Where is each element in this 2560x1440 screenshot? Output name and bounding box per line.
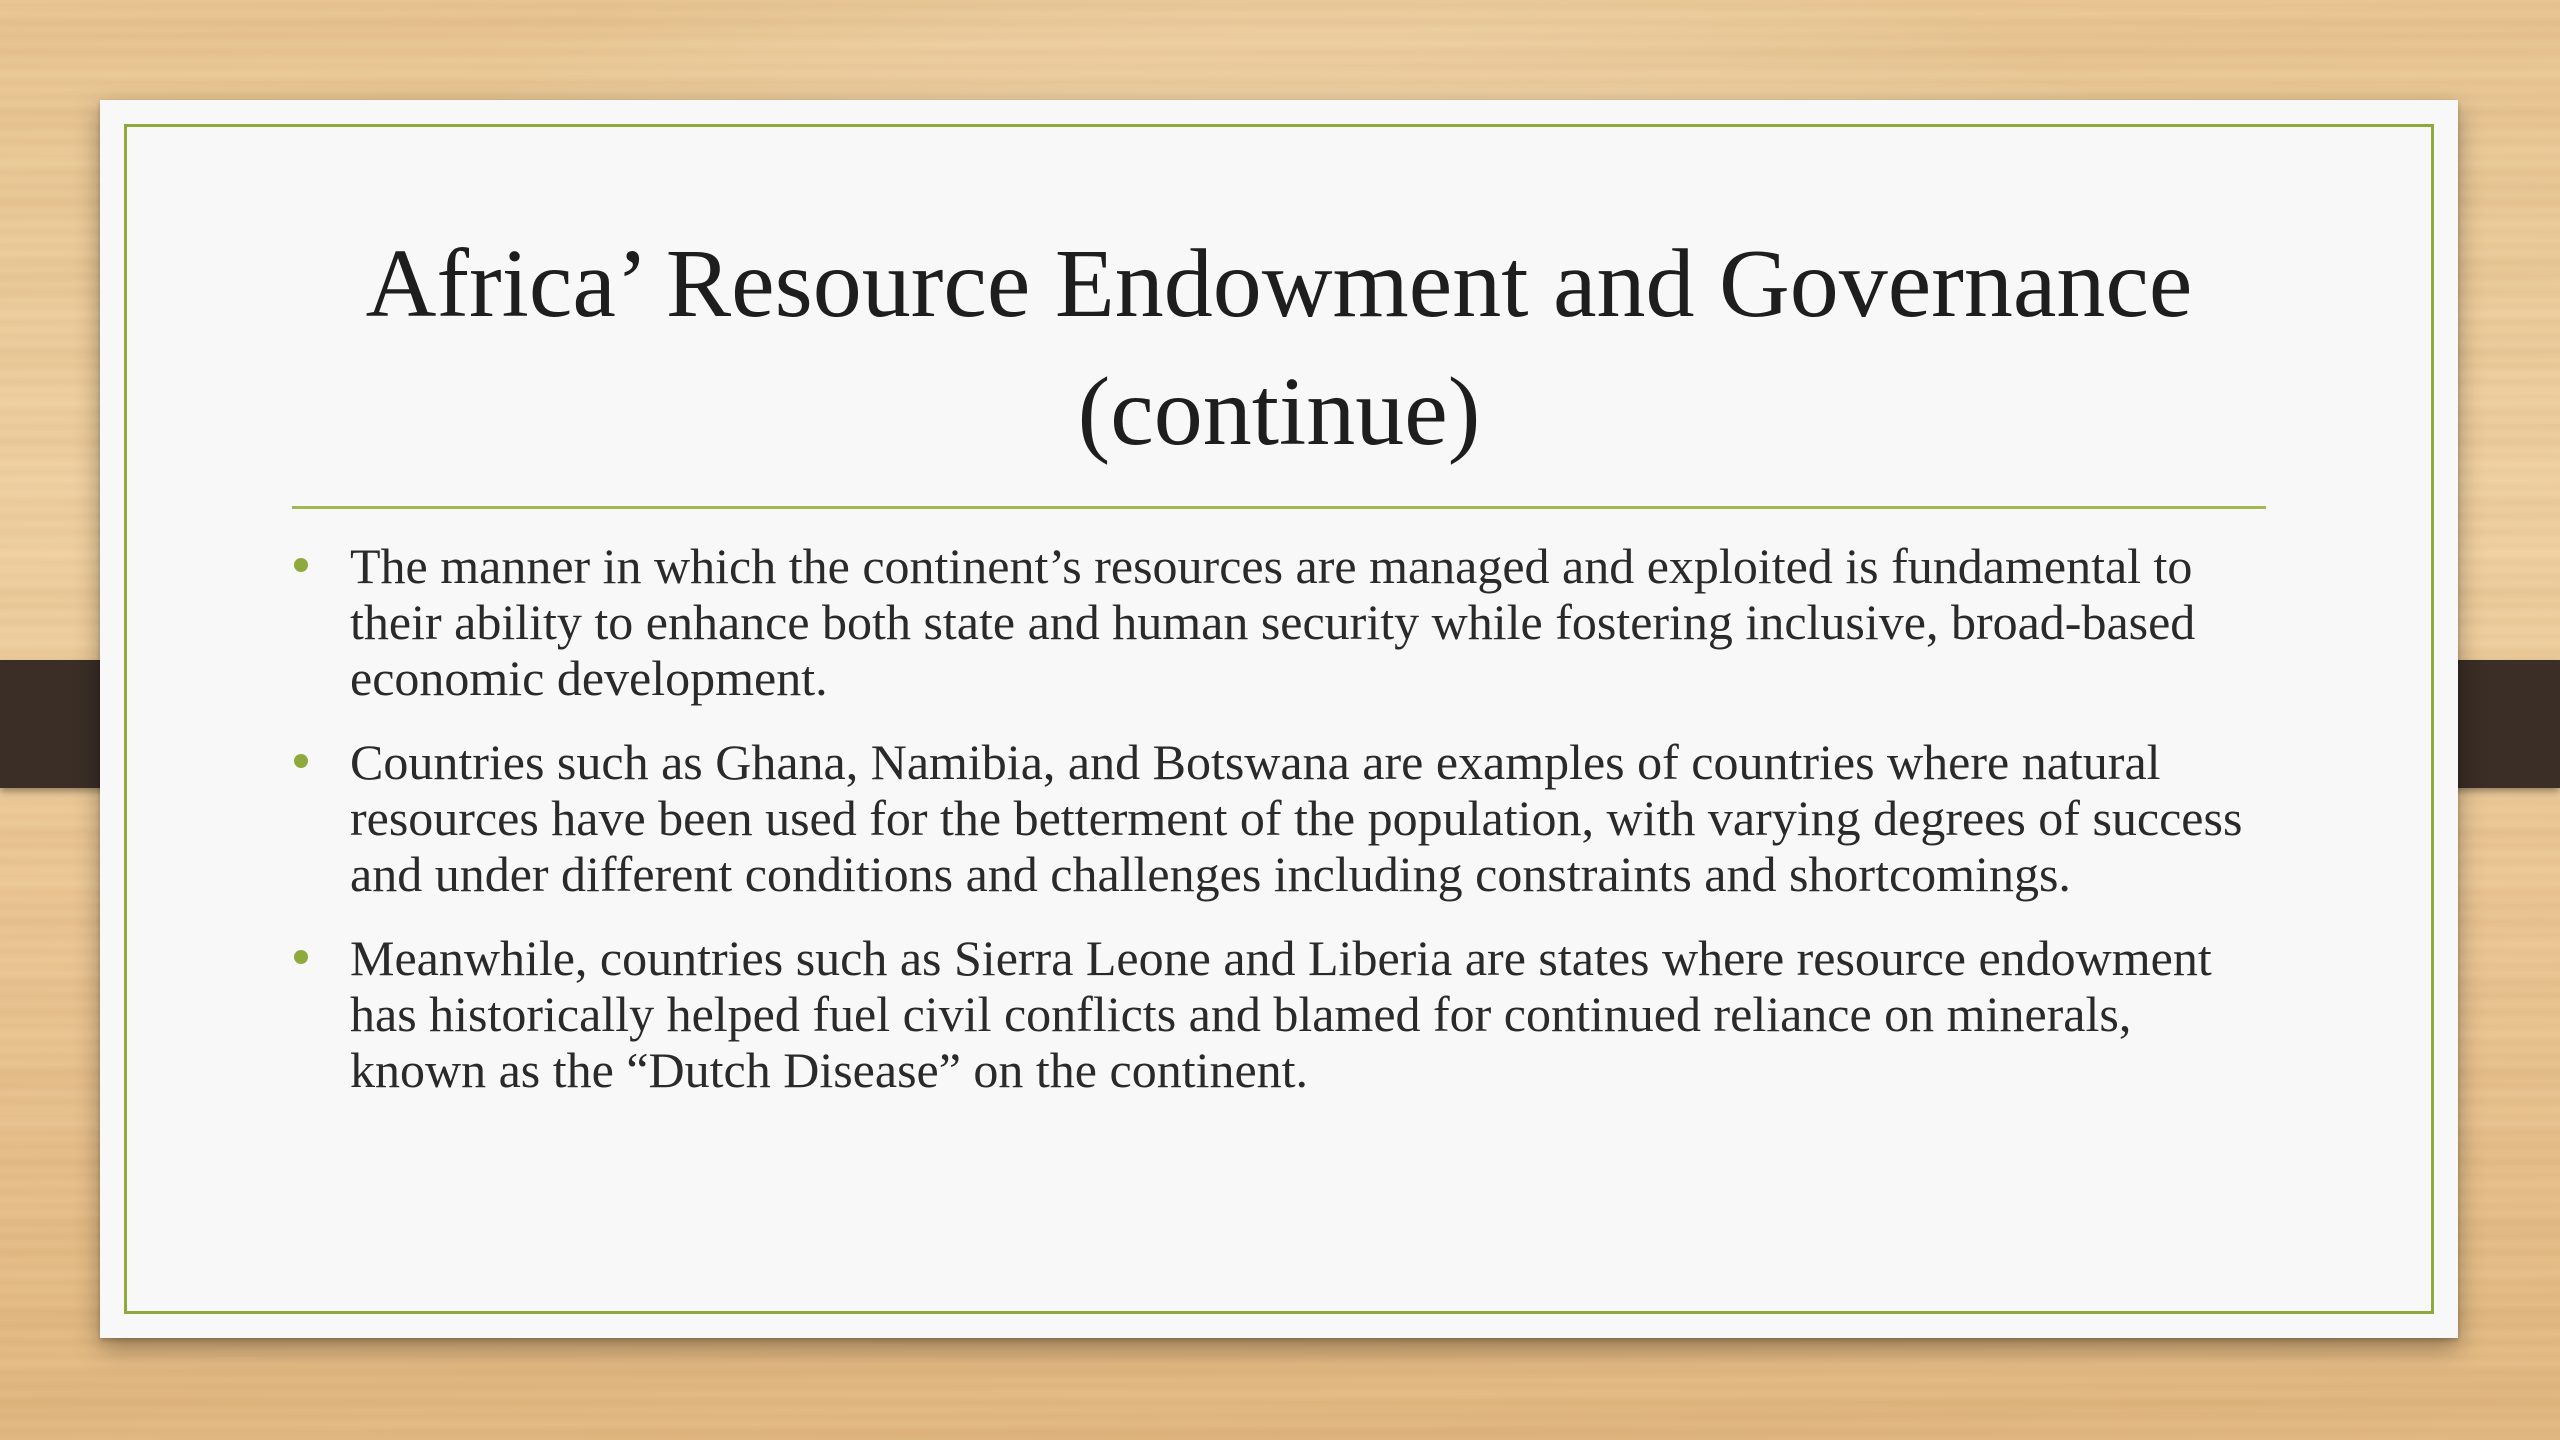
title-divider [292,506,2266,509]
bullet-item-3 [292,930,2268,1098]
bullet-dot-icon [294,754,308,768]
bullet-dot-icon [294,950,308,964]
bullet-text-3: Meanwhile, countries such as Sierra Leone and Liberia are states where resource endowment has historically helped fuel civil conflicts and blamed for continued reliance on minerals, known as the “Dutch Disease” on the continent. [350,930,2212,1098]
slide [100,100,2458,1338]
bullet-item-2 [292,734,2268,902]
bullet-text-2: Countries such as Ghana, Namibia, and Botswana are examples of countries where natural resources have been used for the betterment of the population, with varying degrees of success and under different conditions and challenges including constraints and shortcomings. [350,734,2243,902]
slide-title: Africa’ Resource Endowment and Governance (continue) [365,230,2193,466]
bullet-text-1: The manner in which the continent’s resources are managed and exploited is fundamental to their ability to enhance both state and human security while fostering inclusive, broad-based economic development. [350,538,2196,706]
bullet-item-1 [292,538,2268,706]
bullet-list [292,538,2268,1126]
bullet-dot-icon [294,558,308,572]
